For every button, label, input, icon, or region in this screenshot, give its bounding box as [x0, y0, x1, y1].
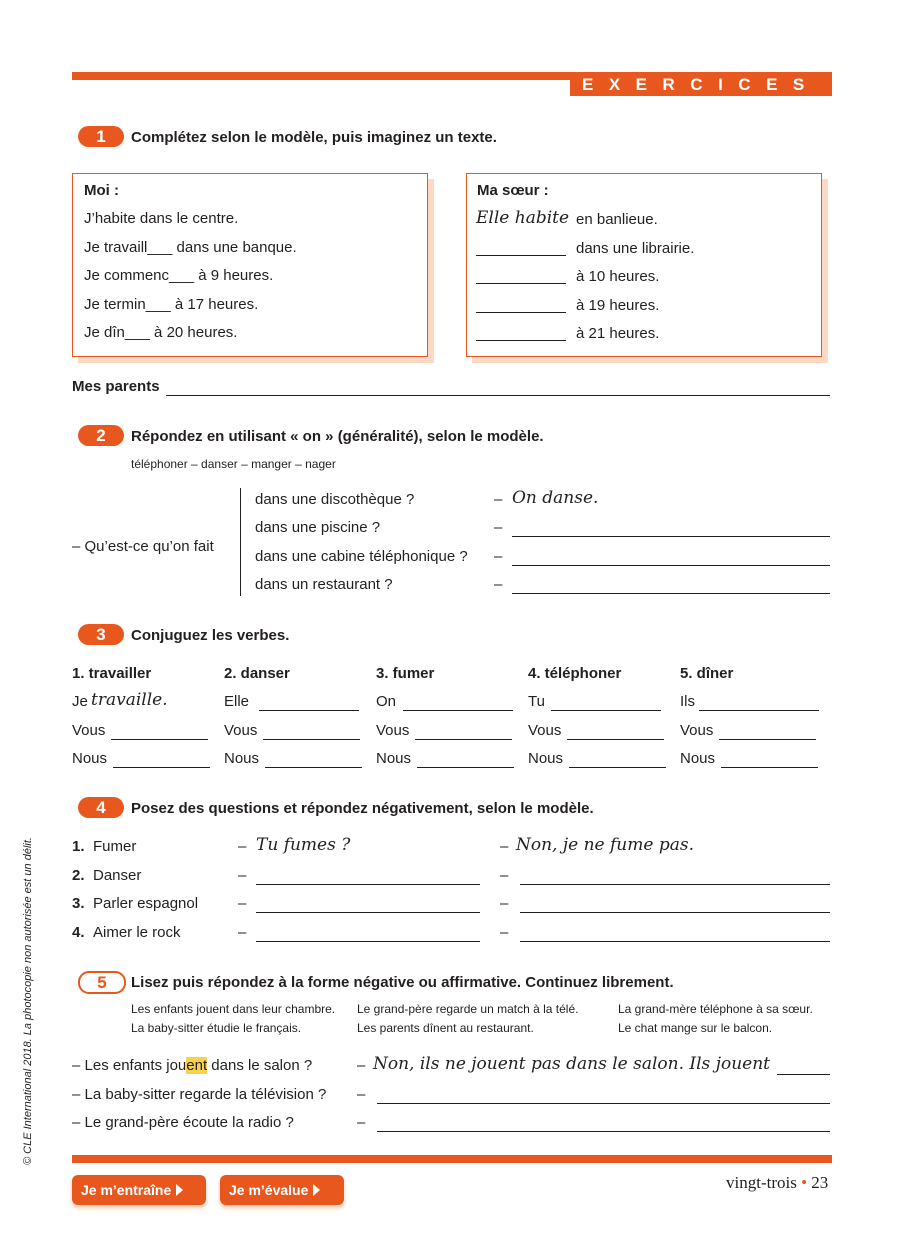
- answer-blank[interactable]: [111, 725, 208, 740]
- pronoun: Nous: [528, 750, 564, 767]
- pronoun: Vous: [528, 722, 562, 739]
- answer-blank[interactable]: [551, 696, 661, 711]
- verb-list: téléphoner – danser – manger – nager: [131, 457, 336, 471]
- item-number: 1.: [72, 838, 85, 855]
- answer-blank[interactable]: [265, 753, 362, 768]
- dash: –: [500, 867, 509, 884]
- answer-line[interactable]: [166, 381, 830, 396]
- answer-line[interactable]: [512, 551, 830, 566]
- exercise-title: Lisez puis répondez à la forme négative ou affirmative. Continuez librement.: [131, 974, 674, 991]
- verb-heading: 4. téléphoner: [528, 665, 622, 682]
- dash: –: [357, 1086, 366, 1103]
- model-answer: Non, je ne fume pas.: [516, 835, 694, 855]
- dash: –: [500, 895, 509, 912]
- dash: –: [357, 1114, 366, 1131]
- pronoun: Nous: [224, 750, 260, 767]
- place-item: dans une cabine téléphonique ?: [255, 548, 468, 565]
- answer-line[interactable]: [256, 898, 480, 913]
- answer-blank[interactable]: [476, 326, 566, 341]
- dash: –: [238, 867, 247, 884]
- exercise-number: 4: [78, 797, 124, 818]
- verb-heading: 2. danser: [224, 665, 290, 682]
- answer-blank[interactable]: [476, 241, 566, 256]
- answer-line[interactable]: [256, 870, 480, 885]
- dash: –: [238, 838, 247, 855]
- dash: –: [238, 924, 247, 941]
- answer-line[interactable]: [256, 927, 480, 942]
- pronoun: On: [376, 693, 397, 710]
- page-number: vingt-trois • 23: [726, 1173, 829, 1192]
- pronoun: Nous: [72, 750, 108, 767]
- section-tab: EXERCICES: [570, 72, 832, 96]
- dash: –: [494, 548, 503, 565]
- model-answer: Non, ils ne jouent pas dans le salon. Ils jouent: [373, 1054, 770, 1074]
- answer-blank[interactable]: [476, 269, 566, 284]
- fact-text: Le grand-père regarde un match à la télé.: [357, 1002, 579, 1016]
- item-number: 3.: [72, 895, 85, 912]
- question-stem: – Qu’est-ce qu’on fait: [72, 538, 214, 555]
- box-line: à 10 heures.: [576, 268, 660, 285]
- answer-line[interactable]: [777, 1060, 830, 1075]
- pronoun: Nous: [680, 750, 716, 767]
- dash: –: [500, 924, 509, 941]
- answer-blank[interactable]: [719, 725, 816, 740]
- item-label: Parler espagnol: [93, 895, 199, 912]
- answer-line[interactable]: [377, 1089, 830, 1104]
- box-line: Je termin___ à 17 heures.: [84, 296, 259, 313]
- exercise-number: 1: [78, 126, 124, 147]
- place-item: dans une discothèque ?: [255, 491, 415, 508]
- box-line: Je commenc___ à 9 heures.: [84, 267, 274, 284]
- answer-line[interactable]: [520, 927, 830, 942]
- play-arrow-icon: [176, 1184, 183, 1196]
- dash: –: [494, 576, 503, 593]
- copyright-notice: © CLE International 2018. La photocopie non autorisée est un délit.: [22, 837, 34, 1165]
- box-title: Ma sœur :: [477, 182, 549, 199]
- item-label: Fumer: [93, 838, 137, 855]
- pronoun: Vous: [680, 722, 714, 739]
- exercise-title: Complétez selon le modèle, puis imaginez un texte.: [131, 129, 497, 146]
- answer-blank[interactable]: [569, 753, 666, 768]
- verb-heading: 3. fumer: [376, 665, 435, 682]
- fact-text: La grand-mère téléphone à sa sœur.: [618, 1002, 813, 1016]
- answer-blank[interactable]: [403, 696, 513, 711]
- answer-blank[interactable]: [415, 725, 512, 740]
- box-line: en banlieue.: [576, 211, 658, 228]
- question-2: – La baby-sitter regarde la télévision ?: [72, 1086, 327, 1103]
- model-answer: On danse.: [512, 488, 599, 508]
- answer-line[interactable]: [520, 898, 830, 913]
- model-question: Tu fumes ?: [256, 835, 351, 855]
- play-arrow-icon: [313, 1184, 320, 1196]
- answer-line[interactable]: [520, 870, 830, 885]
- box-title: Moi :: [84, 182, 119, 199]
- pronoun: Nous: [376, 750, 412, 767]
- exercise-number: 3: [78, 624, 124, 645]
- fact-text: La baby-sitter étudie le français.: [131, 1021, 302, 1035]
- item-number: 4.: [72, 924, 85, 941]
- fact-text: Les parents dînent au restaurant.: [357, 1021, 534, 1035]
- exercise-title: Conjuguez les verbes.: [131, 627, 290, 644]
- self-assess-button[interactable]: Je m’évalue: [220, 1175, 344, 1205]
- pronoun: Vous: [72, 722, 106, 739]
- answer-line[interactable]: [512, 522, 830, 537]
- exercise-title: Répondez en utilisant « on » (généralité), selon le modèle.: [131, 428, 544, 445]
- dash: –: [494, 519, 503, 536]
- item-number: 2.: [72, 867, 85, 884]
- place-item: dans une piscine ?: [255, 519, 381, 536]
- exercise-title: Posez des questions et répondez négativement, selon le modèle.: [131, 800, 594, 817]
- box-line: Je travaill___ dans une banque.: [84, 239, 297, 256]
- box-line: à 19 heures.: [576, 297, 660, 314]
- answer-line[interactable]: [377, 1117, 830, 1132]
- place-item: dans un restaurant ?: [255, 576, 393, 593]
- answer-blank[interactable]: [699, 696, 819, 711]
- model-answer: Elle habite: [476, 208, 570, 228]
- dash: –: [357, 1057, 366, 1074]
- verb-heading: 1. travailler: [72, 665, 152, 682]
- answer-blank[interactable]: [476, 298, 566, 313]
- dash: –: [500, 838, 509, 855]
- dash: –: [238, 895, 247, 912]
- footer-rule: [72, 1155, 832, 1163]
- practice-button[interactable]: Je m’entraîne: [72, 1175, 206, 1205]
- parents-label: Mes parents: [72, 378, 160, 395]
- answer-blank[interactable]: [417, 753, 514, 768]
- answer-blank[interactable]: [259, 696, 359, 711]
- answer-line[interactable]: [512, 579, 830, 594]
- pronoun: Je: [72, 693, 88, 710]
- exercise-number: 2: [78, 425, 124, 446]
- fact-text: Les enfants jouent dans leur chambre.: [131, 1002, 336, 1016]
- pronoun: Ils: [680, 693, 695, 710]
- model-answer: travaille.: [91, 690, 168, 710]
- answer-blank[interactable]: [721, 753, 818, 768]
- box-line: à 21 heures.: [576, 325, 660, 342]
- box-line: Je dîn___ à 20 heures.: [84, 324, 238, 341]
- question-3: – Le grand-père écoute la radio ?: [72, 1114, 294, 1131]
- bracket-line: [240, 488, 241, 596]
- bullet-icon: •: [801, 1173, 808, 1192]
- fact-text: Le chat mange sur le balcon.: [618, 1021, 773, 1035]
- item-label: Danser: [93, 867, 142, 884]
- item-label: Aimer le rock: [93, 924, 181, 941]
- pronoun: Tu: [528, 693, 545, 710]
- box-line: J’habite dans le centre.: [84, 210, 239, 227]
- answer-blank[interactable]: [113, 753, 210, 768]
- pronoun: Vous: [224, 722, 258, 739]
- dash: –: [494, 491, 503, 508]
- pronoun: Elle: [224, 693, 250, 710]
- verb-heading: 5. dîner: [680, 665, 734, 682]
- highlighted-ending: ent: [186, 1057, 208, 1074]
- box-line: dans une librairie.: [576, 240, 695, 257]
- pronoun: Vous: [376, 722, 410, 739]
- answer-blank[interactable]: [567, 725, 664, 740]
- exercise-number: 5: [78, 971, 126, 994]
- question-1: – Les enfants jouent dans le salon ?: [72, 1057, 313, 1074]
- answer-blank[interactable]: [263, 725, 360, 740]
